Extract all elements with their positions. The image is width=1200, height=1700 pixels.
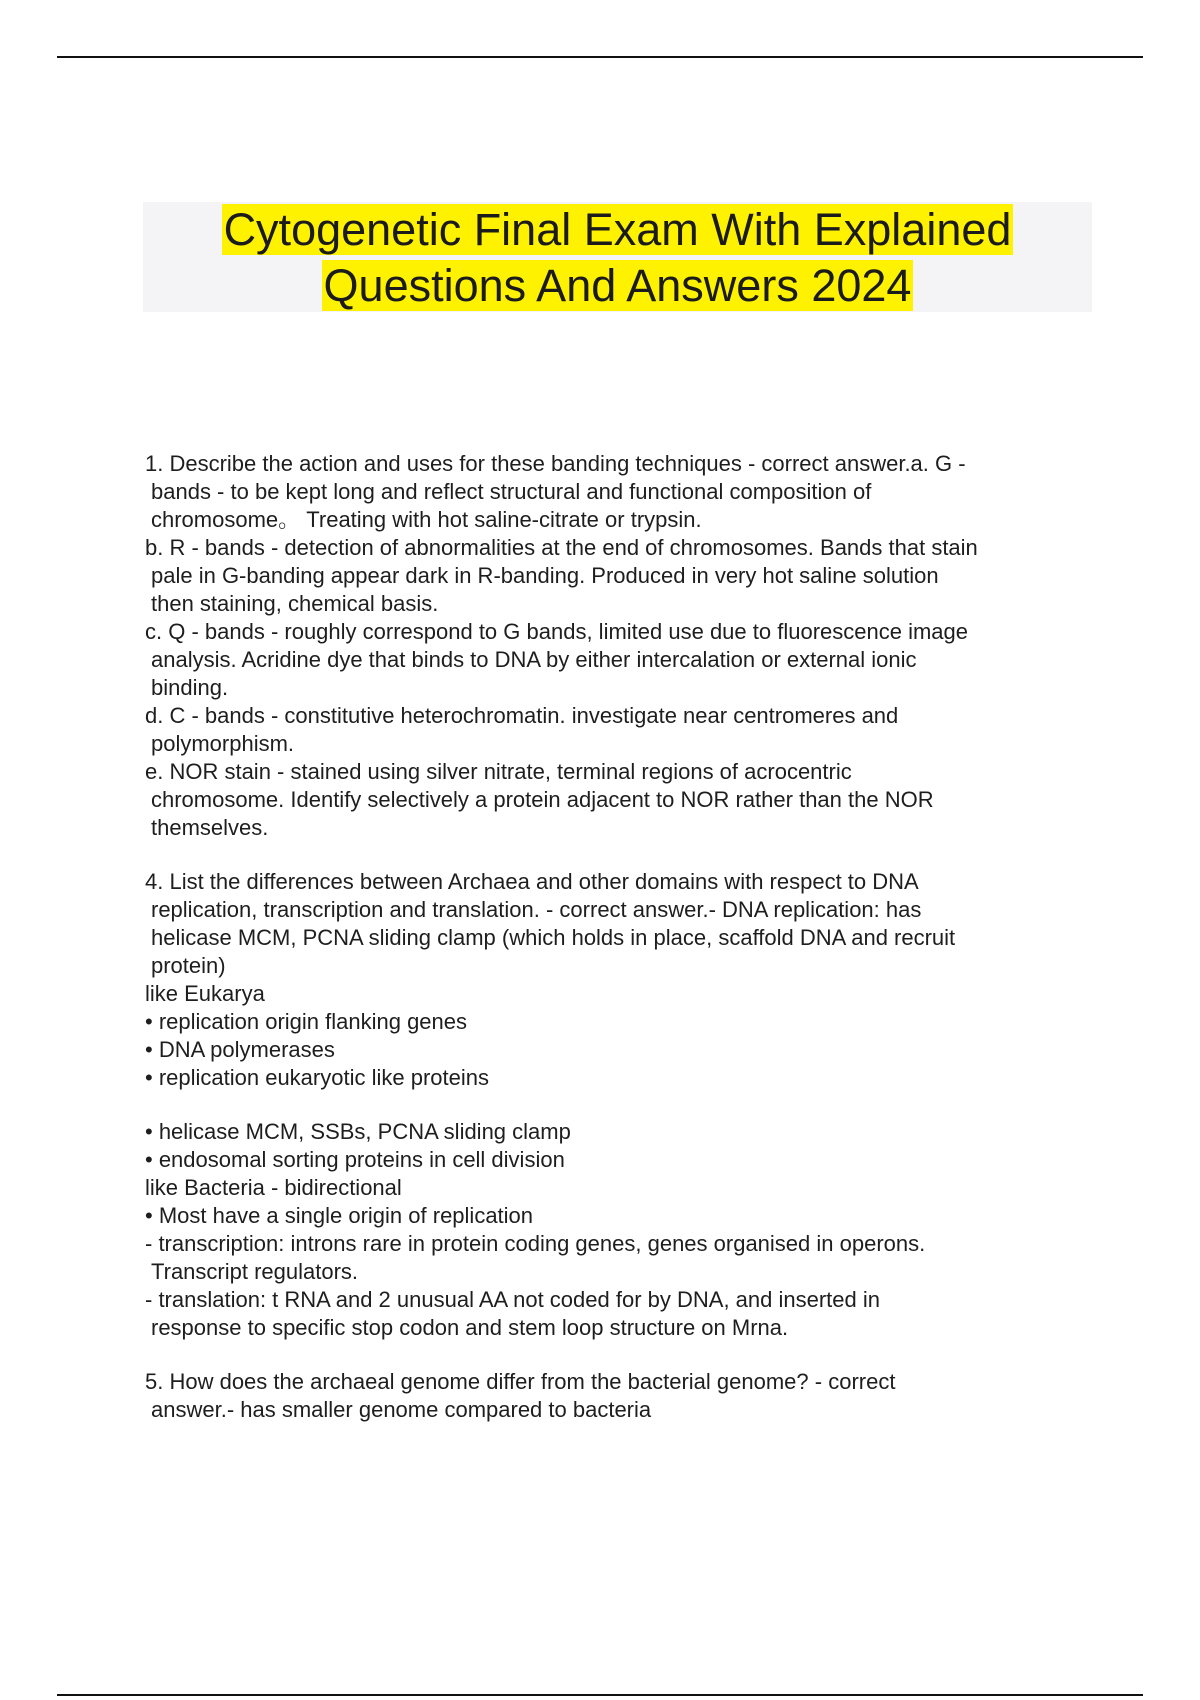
- bullet-item: • DNA polymerases: [145, 1037, 335, 1062]
- bullet-item: • Most have a single origin of replication: [145, 1203, 534, 1228]
- question-1-part-b: b. R - bands - detection of abnormalities at the end of chromosomes. Bands that stain pale in G-banding appear dark in R-banding. Produced in very hot saline solution then staining, chemical basis.: [145, 535, 978, 616]
- question-1-part-c: c. Q - bands - roughly correspond to G bands, limited use due to fluorescence image analysis. Acridine dye that binds to DNA by either intercalation or external ionic binding.: [145, 619, 968, 700]
- top-rule: [57, 56, 1143, 58]
- document-title: [143, 202, 1092, 312]
- question-4: 4. List the differences between Archaea and other domains with respect to DNA replication, transcription and translation. - correct answer.- DNA replication: has helicase MCM, PCNA sliding clamp (which holds in place, scaffold DNA and recruit protein): [145, 869, 956, 978]
- like-bacteria-label: like Bacteria - bidirectional: [145, 1175, 402, 1200]
- transcription-note: - transcription: introns rare in protein coding genes, genes organised in operons. Transcript regulators.: [145, 1231, 926, 1284]
- bullet-item: • replication eukaryotic like proteins: [145, 1065, 489, 1090]
- paragraph-gap: [145, 1092, 1095, 1118]
- like-eukarya-label: like Eukarya: [145, 981, 265, 1006]
- title-line-2: Questions And Answers 2024: [323, 260, 912, 311]
- translation-note: - translation: t RNA and 2 unusual AA not coded for by DNA, and inserted in response to specific stop codon and stem loop structure on Mrna.: [145, 1287, 880, 1340]
- question-1-part-e: e. NOR stain - stained using silver nitrate, terminal regions of acrocentric chromosome. Identify selectively a protein adjacent to NOR rather than the NOR themselves.: [145, 759, 934, 840]
- document-body: [145, 450, 1095, 1424]
- paragraph-gap: [145, 842, 1095, 868]
- bullet-item: • endosomal sorting proteins in cell division: [145, 1147, 565, 1172]
- question-5: 5. How does the archaeal genome differ from the bacterial genome? - correct answer.- has smaller genome compared to bacteria: [145, 1369, 896, 1422]
- question-1-part-d: d. C - bands - constitutive heterochromatin. investigate near centromeres and polymorphism.: [145, 703, 899, 756]
- bullet-item: • replication origin flanking genes: [145, 1009, 468, 1034]
- paragraph-gap: [145, 1342, 1095, 1368]
- title-line-1: Cytogenetic Final Exam With Explained: [223, 204, 1012, 255]
- bullet-item: • helicase MCM, SSBs, PCNA sliding clamp: [145, 1119, 571, 1144]
- bottom-rule: [57, 1694, 1143, 1696]
- question-1: 1. Describe the action and uses for these banding techniques - correct answer.a. G - bands - to be kept long and reflect structural and functional composition of chromosome。 Treating with hot saline-citrate or trypsin.: [145, 451, 966, 532]
